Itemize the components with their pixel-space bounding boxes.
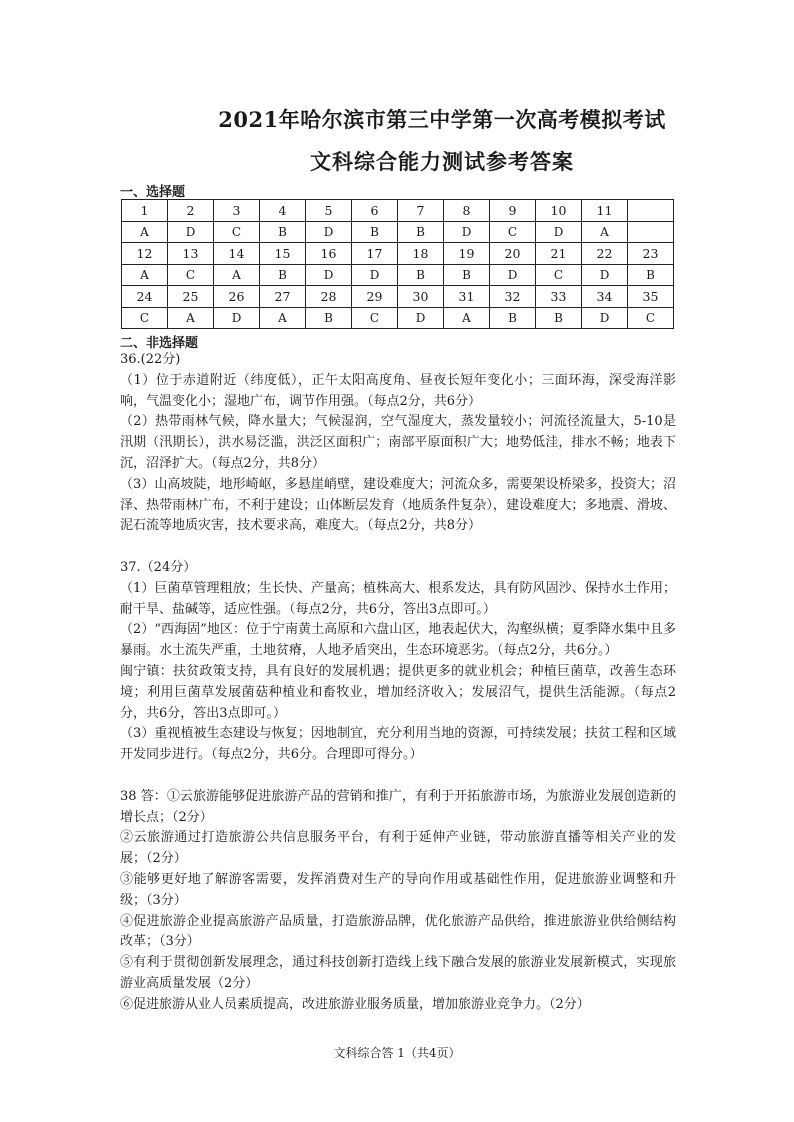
answer-row (122, 221, 674, 243)
answer-cell: A (260, 307, 306, 329)
q38-point6: ⑥促进旅游从业人员素质提高，改进旅游业服务质量，增加旅游业竞争力。（2分） (120, 996, 590, 1012)
answer-cell: D (306, 264, 352, 286)
answer-cell: C (168, 264, 214, 286)
question-number-cell: 21 (536, 243, 582, 265)
question-number-cell: 12 (122, 243, 168, 265)
question-number-cell: 3 (214, 200, 260, 222)
answer-cell: D (306, 221, 352, 243)
answer-cell: B (260, 264, 306, 286)
question-number-cell: 10 (536, 200, 582, 222)
question-number-cell (628, 200, 674, 222)
answer-cell: C (122, 307, 168, 329)
question-number-cell: 24 (122, 286, 168, 308)
q37-part2-town: 闽宁镇：扶贫政策支持，具有良好的发展机遇；提供更多的就业机会；种植巨菌草，改善生态环境；利用巨菌草发展菌菇种植业和畜牧业，增加经济收入；发展沼气，提供生活能源。（每点2分，共6分，答出3点即可。） (120, 663, 676, 721)
question-number-cell: 29 (352, 286, 398, 308)
section-label-choice: 一、选择题 (120, 185, 186, 200)
answer-cell: D (582, 307, 628, 329)
spacer (120, 537, 676, 558)
question-number-cell: 25 (168, 286, 214, 308)
question-number-cell: 28 (306, 286, 352, 308)
question-number-cell: 4 (260, 200, 306, 222)
answer-cell: D (444, 221, 490, 243)
answer-cell: C (214, 221, 260, 243)
choice-answer-table (121, 199, 674, 329)
question-number-cell: 30 (398, 286, 444, 308)
answer-cell: D (398, 307, 444, 329)
q37-part2: （2）“西海固”地区：位于宁南黄土高原和六盘山区，地表起伏大，沟壑纵横；夏季降水集中且多暴雨。水土流失严重，土地贫瘠，人地矛盾突出，生态环境恶劣。（每点2分，共6分。） (120, 622, 676, 659)
answer-cell: C (352, 307, 398, 329)
section-label-nonchoice: 二、非选择题 (120, 336, 199, 351)
question-number-cell: 19 (444, 243, 490, 265)
question-number-row (122, 286, 674, 308)
question-number-cell: 11 (582, 200, 628, 222)
answer-cell: D (582, 264, 628, 286)
question-number-cell: 33 (536, 286, 582, 308)
question-number-cell: 22 (582, 243, 628, 265)
answer-cell: A (444, 307, 490, 329)
answer-row (122, 307, 674, 329)
answer-cell: B (398, 221, 444, 243)
answer-cell: B (398, 264, 444, 286)
question-number-cell: 23 (628, 243, 674, 265)
spacer (120, 766, 676, 787)
question-number-row (122, 243, 674, 265)
question-number-cell: 9 (490, 200, 536, 222)
page-footer: 文科综合答 1（共4页） (333, 1046, 461, 1060)
answer-cell: B (444, 264, 490, 286)
q38-point1: 38 答：①云旅游能够促进旅游产品的营销和推广，有利于开拓旅游市场，为旅游业发展创造新的增长点；（2分） (120, 788, 676, 825)
q37-part3: （3）重视植被生态建设与恢复；因地制宜，充分利用当地的资源，可持续发展；扶贫工程和区域开发同步进行。（每点2分，共6分。合理即可得分。） (120, 726, 676, 763)
question-number-cell: 16 (306, 243, 352, 265)
answer-cell: D (490, 264, 536, 286)
question-number-cell: 15 (260, 243, 306, 265)
q38-point5: ⑤有利于贯彻创新发展理念，通过科技创新打造线上线下融合发展的旅游业发展新模式，实现旅游业高质量发展（2分） (120, 955, 676, 991)
answer-cell: B (352, 221, 398, 243)
answer-cell: B (260, 221, 306, 243)
question-number-cell: 8 (444, 200, 490, 222)
answer-cell: A (122, 221, 168, 243)
question-number-cell: 5 (306, 200, 352, 222)
answer-cell: B (628, 264, 674, 286)
answer-cell: D (536, 221, 582, 243)
answer-cell (628, 221, 674, 243)
question-number-cell: 31 (444, 286, 490, 308)
answer-cell: B (306, 307, 352, 329)
question-number-cell: 26 (214, 286, 260, 308)
question-number-cell: 34 (582, 286, 628, 308)
answer-cell: A (122, 264, 168, 286)
answer-cell: B (536, 307, 582, 329)
q38-point2: ②云旅游通过打造旅游公共信息服务平台，有利于延伸产业链，带动旅游直播等相关产业的发展；（2分） (120, 830, 676, 867)
answer-cell: B (490, 307, 536, 329)
question-number-cell: 35 (628, 286, 674, 308)
q38-point3: ③能够更好地了解游客需要，发挥消费对生产的导向作用或基础性作用，促进旅游业调整和升级；（3分） (120, 871, 676, 908)
answer-cell: D (352, 264, 398, 286)
q37-heading: 37.（24分） (120, 559, 197, 575)
answer-cell: C (628, 307, 674, 329)
question-number-cell: 27 (260, 286, 306, 308)
question-number-row (122, 200, 674, 222)
q36-part1: （1）位于赤道附近（纬度低），正午太阳高度角、昼夜长短年变化小；三面环海，深受海洋影响，气温变化小；湿地广布，调节作用强。（每点2分，共6分） (120, 372, 676, 409)
answer-row (122, 264, 674, 286)
answer-cell: C (536, 264, 582, 286)
question-number-cell: 6 (352, 200, 398, 222)
answer-cell: D (214, 307, 260, 329)
q36-part3: （3）山高坡陡，地形崎岖，多悬崖峭壁，建设难度大；河流众多，需要架设桥梁多，投资大；沼泽、热带雨林广布，不利于建设；山体断层发育（地质条件复杂），建设难度大；多地震、滑坡、泥石流等地质灾害，技术要求高，难度大。（每点2分，共8分） (120, 476, 676, 534)
question-number-cell: 7 (398, 200, 444, 222)
question-number-cell: 18 (398, 243, 444, 265)
q38-point4: ④促进旅游企业提高旅游产品质量，打造旅游品牌，优化旅游产品供给，推进旅游业供给侧结构改革；（3分） (120, 913, 676, 950)
answer-content (120, 350, 676, 1016)
answer-cell: A (582, 221, 628, 243)
answer-cell: A (214, 264, 260, 286)
page-subtitle: 文科综合能力测试参考答案 (310, 149, 574, 174)
question-number-cell: 20 (490, 243, 536, 265)
answer-cell: C (490, 221, 536, 243)
question-number-cell: 17 (352, 243, 398, 265)
question-number-cell: 1 (122, 200, 168, 222)
question-number-cell: 2 (168, 200, 214, 222)
q37-part1: （1）巨菌草管理粗放；生长快、产量高；植株高大、根系发达，具有防风固沙、保持水土作用；耐干旱、盐碱等，适应性强。（每点2分，共6分，答出3点即可。） (120, 580, 676, 617)
page-title: 2021年哈尔滨市第三中学第一次高考模拟考试 (218, 107, 666, 132)
answer-cell: A (168, 307, 214, 329)
question-number-cell: 13 (168, 243, 214, 265)
answer-cell: D (168, 221, 214, 243)
q36-part2: （2）热带雨林气候，降水量大；气候湿润，空气湿度大，蒸发量较小；河流径流量大，5-10是汛期（汛期长），洪水易泛滥，洪泛区面积广；南部平原面积广大；地势低洼，排水不畅；地表下沉，沼泽扩大。（每点2分，共8分） (120, 414, 676, 471)
question-number-cell: 32 (490, 286, 536, 308)
q36-heading: 36.(22分) (120, 352, 181, 367)
question-number-cell: 14 (214, 243, 260, 265)
